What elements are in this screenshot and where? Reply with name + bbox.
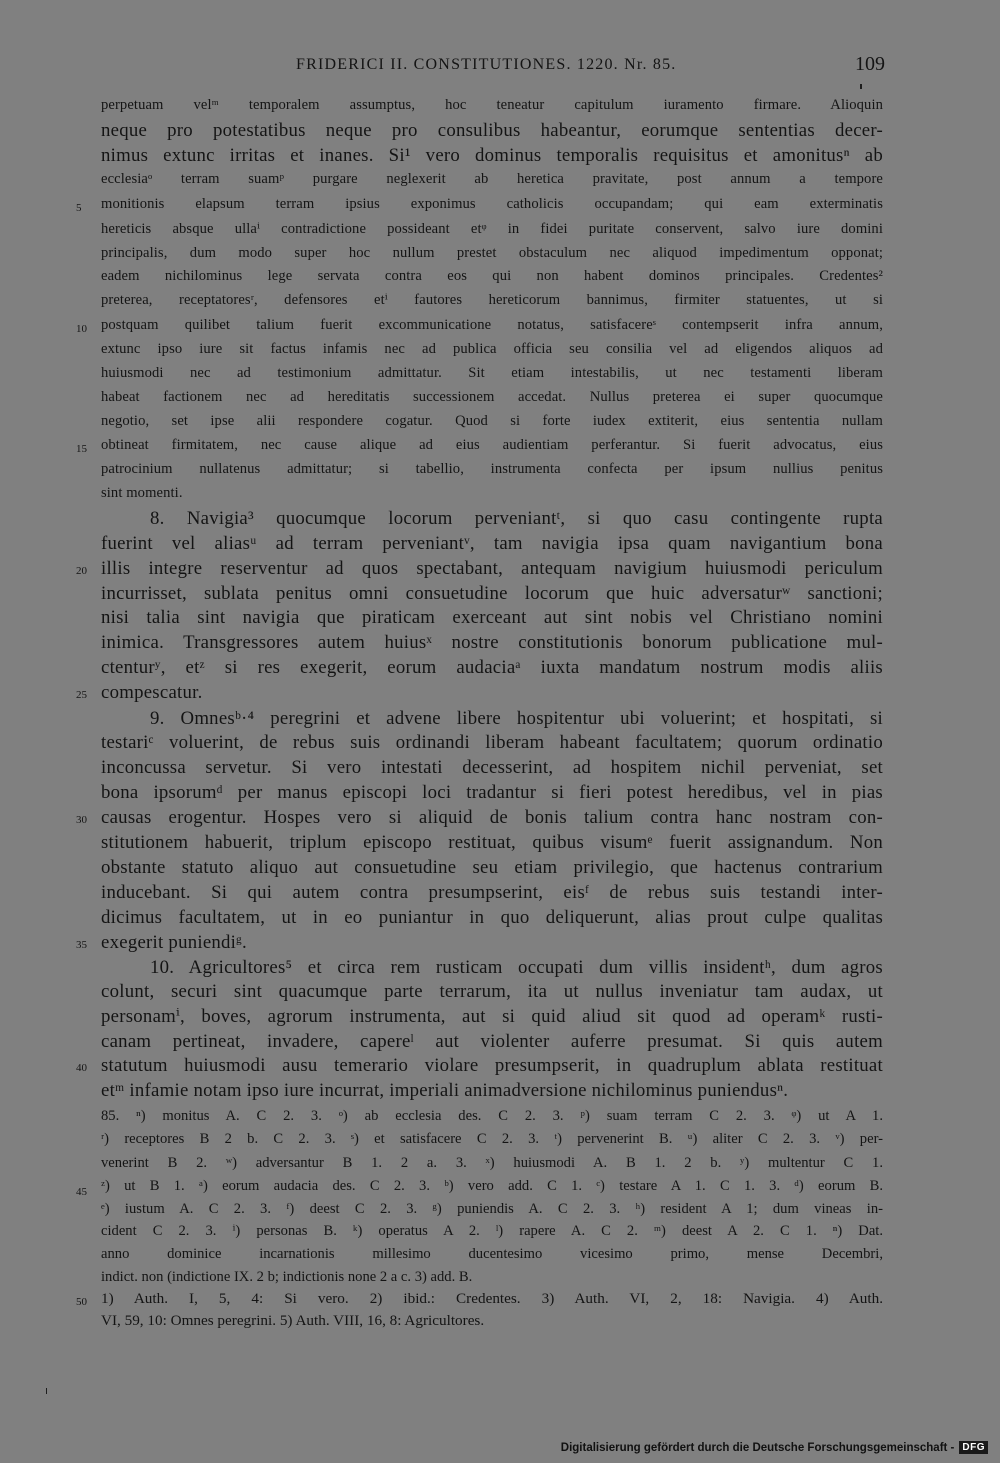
text-line: bona ipsorumᵈ per manus episcopi loci tradantur si fieri potest heredibus, vel in pias (101, 784, 883, 803)
text-line: hereticis absque ullaⁱ contradictione possideant etᵠ in fidei puritate conservent, salvo iure domini (101, 222, 883, 237)
margin-tick (46, 1388, 47, 1394)
text-line: compescatur. (101, 684, 203, 703)
text-line: illis integre reserventur ad quos spectabant, antequam navigium huiusmodi periculum (101, 560, 883, 579)
line-number: 10 (76, 323, 87, 335)
apparatus-line: ᶻ) ut B 1. ᵃ) eorum audacia des. C 2. 3. ᵇ) vero add. C 1. ᶜ) testare A 1. C 1. 3. ᵈ) eorum B. (101, 1179, 883, 1194)
text-line: principalis, dum modo super hoc nullum prestet obstaculum nec aliquod impedimentum opponat; (101, 246, 883, 261)
page-header (100, 53, 885, 82)
text-line: inducebant. Si qui autem contra presumpserint, eisᶠ de rebus suis testandi inter- (101, 884, 883, 903)
line-number: 45 (76, 1186, 87, 1198)
text-line: stitutionem habuerit, triplum episcopo restituat, quibus visumᵉ fuerit assignandum. Non (101, 834, 883, 853)
line-number: 50 (76, 1296, 87, 1308)
text-line: habeat factionem nec ad hereditatis successionem accedat. Nullus preterea ei super quocumque (101, 390, 883, 405)
text-line: perpetuam velᵐ temporalem assumptus, hoc teneatur capitulum iuramento firmare. Alioquin (101, 98, 883, 113)
source-line: 1) Auth. I, 5, 4: Si vero. 2) ibid.: Credentes. 3) Auth. VI, 2, 18: Navigia. 4) Auth. (101, 1291, 883, 1307)
text-line: obstante statuto aliquo aut consuetudine seu etiam privilegio, que hactenus contrarium (101, 859, 883, 878)
line-number: 35 (76, 939, 87, 951)
digitization-footer (561, 1441, 988, 1454)
text-line: incurrisset, sublata penitus omni consuetudine locorum que huic adversaturʷ sanctioni; (101, 585, 883, 604)
footer-credit: Digitalisierung gefördert durch die Deutsche Forschungsgemeinschaft - (560, 1441, 955, 1454)
header-mark (860, 84, 862, 89)
text-line: dicimus facultatem, ut in eo puniantur in quo deliquerunt, alias prout culpe qualitas (101, 909, 883, 928)
text-line: inconcussa servetur. Si vero intestati decesserint, ad hospitem nichil perveniat, set (101, 759, 883, 778)
line-number: 25 (76, 689, 87, 701)
text-line: nisi talia sint navigia que piraticam exerceant aut sint nobis vel Christiano nomini (101, 609, 883, 628)
apparatus-line: venerint B 2. ʷ) adversantur B 1. 2 a. 3. ˣ) huiusmodi A. B 1. 2 b. ʸ) multentur C 1. (101, 1156, 883, 1171)
text-line: 10. Agricultores⁵ et circa rem rusticam occupati dum villis insidentʰ, dum agros (150, 959, 883, 978)
text-line: causas erogentur. Hospes vero si aliquid de bonis talium contra hanc nostram con- (101, 809, 883, 828)
line-number: 40 (76, 1062, 87, 1074)
text-line: patrocinium nullatenus admittatur; si tabellio, instrumenta confecta per ipsum nullius penitus (101, 462, 883, 477)
text-line: sint momenti. (101, 486, 183, 501)
text-line: nimus extunc irritas et inanes. Si¹ vero dominus temporalis requisitus et amonitusⁿ ab (101, 147, 883, 166)
text-line: eadem nichilominus lege servata contra eos qui non habent dominos principales. Credentes² (101, 269, 883, 284)
apparatus-line: indict. non (indictione IX. 2 b; indictionis none 2 a c. 3) add. B. (101, 1270, 473, 1285)
text-line: inimica. Transgressores autem huiusˣ nostre constitutionis bonorum publicatione mul- (101, 634, 883, 653)
source-line: VI, 59, 10: Omnes peregrini. 5) Auth. VIII, 16, 8: Agricultores. (101, 1313, 485, 1329)
text-line: extunc ipso iure sit factus infamis nec ad publica officia seu consilia vel ad eligendos aliquos ad (101, 342, 883, 357)
text-line: ecclesiaᵒ terram suamᵖ purgare neglexerit ab heretica pravitate, post annum a tempore (101, 172, 883, 187)
text-line: postquam quilibet talium fuerit excommunicatione notatus, satisfacereˢ contempserit infra annum, (101, 318, 883, 333)
apparatus-line: ʳ) receptores B 2 b. C 2. 3. ˢ) et satisfacere C 2. 3. ᵗ) pervenerint B. ᵘ) aliter C 2. 3. ᵛ) per- (101, 1132, 883, 1147)
text-line: huiusmodi nec ad testimonium admittatur. Sit etiam intestabilis, ut nec testamenti liberam (101, 366, 883, 381)
apparatus-line: 85. ⁿ) monitus A. C 2. 3. ᵒ) ab ecclesia des. C 2. 3. ᵖ) suam terram C 2. 3. ᵠ) ut A 1. (101, 1109, 883, 1124)
text-line: fuerint vel aliasᵘ ad terram perveniantᵛ, tam navigia ipsa quam navigantium bona (101, 535, 883, 554)
apparatus-line: ᵉ) iustum A. C 2. 3. ᶠ) deest C 2. 3. ᵍ) puniendis A. C 2. 3. ʰ) resident A 1; dum vineas in- (101, 1202, 883, 1217)
line-number: 15 (76, 443, 87, 455)
text-line: neque pro potestatibus neque pro consulibus habeantur, eorumque sententias decer- (101, 122, 883, 141)
text-line: obtineat firmitatem, nec cause alique ad eius audientiam perferantur. Si fuerit advocatus, eius (101, 438, 883, 453)
line-number: 30 (76, 814, 87, 826)
text-line: canam pertineat, invadere, capereˡ aut violenter auferre presumat. Si quis autem (101, 1033, 883, 1052)
running-head: FRIDERICI II. CONSTITUTIONES. 1220. Nr. 85. (296, 56, 677, 73)
text-line: colunt, securi sint quacumque parte terrarum, ita ut nullus inveniatur tam audax, ut (101, 983, 883, 1002)
text-line: ctenturʸ, etᶻ si res exegerit, eorum audaciaᵃ iuxta mandatum nostrum modis aliis (101, 659, 883, 678)
text-line: exegerit puniendiᵍ. (101, 934, 247, 953)
text-line: statutum huiusmodi ausu temerario violare presumpserit, in quadruplum ablata restituat (101, 1057, 883, 1076)
text-line: 8. Navigia³ quocumque locorum perveniantᵗ, si quo casu contingente rupta (150, 510, 883, 529)
apparatus-line: anno dominice incarnationis millesimo ducentesimo vicesimo primo, mense Decembri, (101, 1247, 883, 1262)
apparatus-line: cident C 2. 3. ⁱ) personas B. ᵏ) operatus A 2. ˡ) rapere A. C 2. ᵐ) deest A 2. C 1. ⁿ) Dat. (101, 1224, 883, 1239)
page-number: 109 (855, 53, 885, 75)
text-line: 9. Omnesᵇ·⁴ peregrini et advene libere hospitentur ubi voluerint; et hospitati, si (150, 710, 883, 729)
dfg-logo: DFG (959, 1441, 988, 1454)
text-line: testariᶜ voluerint, de rebus suis ordinandi liberam habeant facultatem; quorum ordinatio (101, 734, 883, 753)
text-line: personamⁱ, boves, agrorum instrumenta, aut si quid aliud sit quod ad operamᵏ rusti- (101, 1008, 883, 1027)
line-number: 5 (76, 202, 82, 214)
text-line: monitionis elapsum terram ipsius exponimus catholicis occupandam; qui eam exterminatis (101, 197, 883, 212)
text-line: etᵐ infamie notam ipso iure incurrat, imperiali animadversione nichilominus puniendusⁿ. (101, 1082, 789, 1101)
text-line: preterea, receptatoresʳ, defensores etⁱ fautores hereticorum bannimus, firmiter statuentes, ut si (101, 293, 883, 308)
text-line: negotio, set ipse alii respondere cogatur. Quod si forte iudex extiterit, eius sententia nullam (101, 414, 883, 429)
line-number: 20 (76, 565, 87, 577)
